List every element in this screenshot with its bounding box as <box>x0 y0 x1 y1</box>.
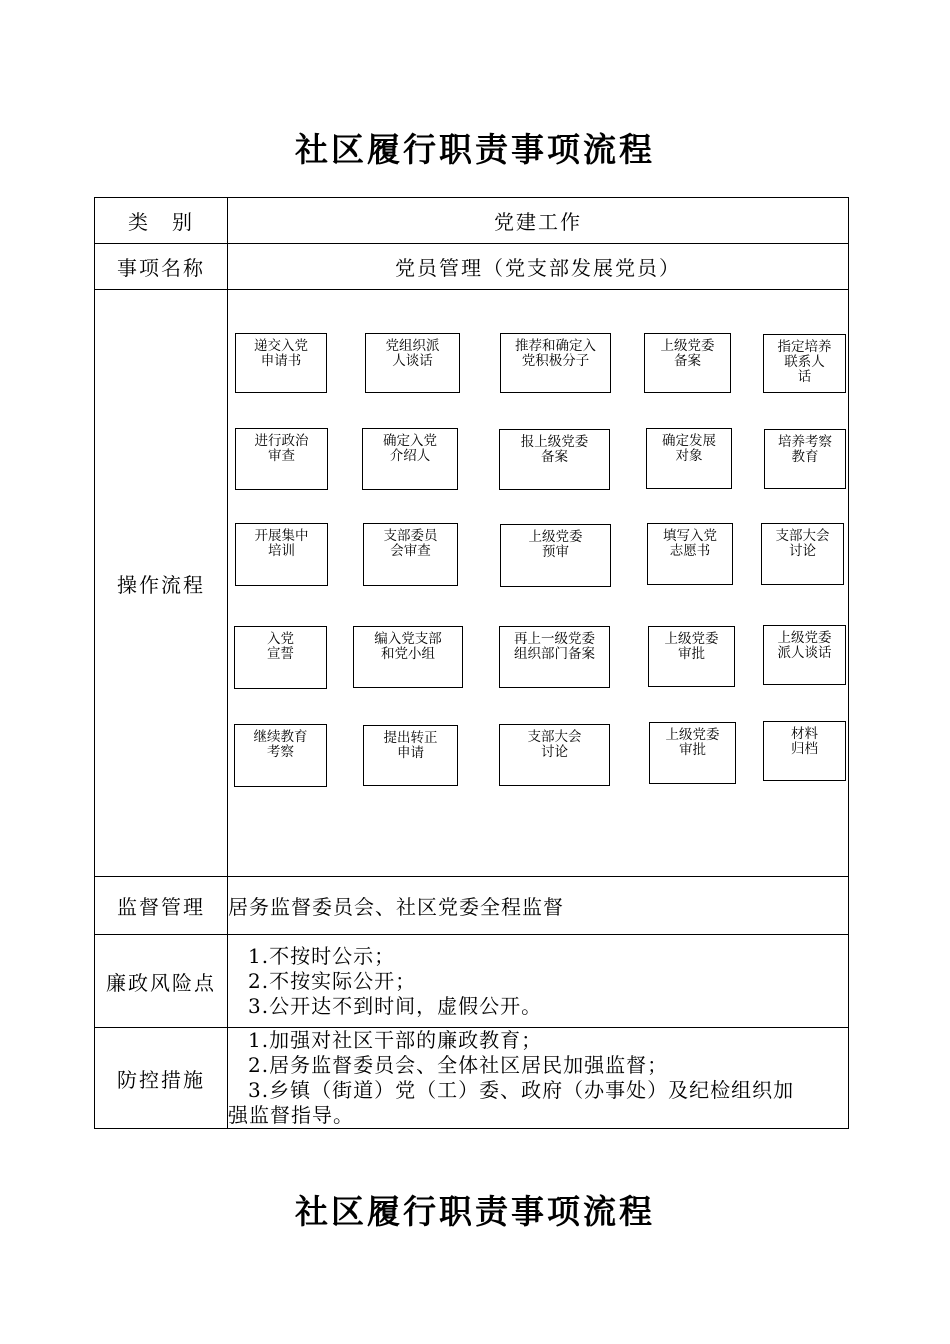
flow-step-box <box>363 523 458 586</box>
risk-label: 廉政风险点 <box>95 935 228 1028</box>
flow-step-box <box>365 333 460 393</box>
flow-step-label: 确定入党 介绍人 <box>383 433 437 463</box>
flow-step-label: 递交入党 申请书 <box>254 338 308 368</box>
control-label: 防控措施 <box>95 1028 228 1129</box>
flow-step-box <box>763 334 846 393</box>
page-title: 社区履行职责事项流程 <box>295 130 655 169</box>
control-list <box>228 1028 849 1129</box>
flow-step-box <box>235 428 328 490</box>
category-value: 党建工作 <box>228 198 849 244</box>
flow-step-box <box>649 722 736 784</box>
control-item: 3.乡镇（街道）党（工）委、政府（办事处）及纪检组织加 <box>248 1078 795 1102</box>
flow-step-box <box>763 625 846 685</box>
risk-item: 1.不按时公示； <box>248 943 396 968</box>
flow-step-box <box>499 626 610 688</box>
flow-step-label: 支部委员 会审查 <box>383 528 438 558</box>
duty-table <box>94 197 849 1129</box>
flow-step-box <box>764 429 846 489</box>
flow-step-label: 党组织派 人谈话 <box>385 338 440 368</box>
flow-step-box <box>363 725 458 786</box>
flow-step-label: 确定发展 对象 <box>662 433 716 463</box>
flow-step-box <box>235 333 327 393</box>
flow-step-label: 开展集中 培训 <box>254 528 309 558</box>
risk-item: 2.不按实际公开； <box>248 968 417 993</box>
flow-step-label: 填写入党 志愿书 <box>663 528 717 558</box>
flow-step-box <box>362 428 458 490</box>
flow-step-label: 上级党委 预审 <box>528 529 583 559</box>
flow-step-box <box>500 524 611 587</box>
risk-list <box>228 935 849 1028</box>
item-name-label: 事项名称 <box>95 244 228 290</box>
flow-cell <box>228 290 849 877</box>
page-title-repeat: 社区履行职责事项流程 <box>295 1192 655 1231</box>
control-item: 2.居务监督委员会、全体社区居民加强监督； <box>248 1053 669 1077</box>
flow-step-box <box>234 724 327 787</box>
flow-step-label: 再上一级党委 组织部门备案 <box>514 631 595 661</box>
flow-step-box <box>235 523 328 586</box>
flow-step-label: 提出转正 申请 <box>383 730 438 760</box>
flow-step-box <box>499 429 610 490</box>
item-name-value: 党员管理（党支部发展党员） <box>228 244 849 290</box>
flow-step-label: 上级党委 备案 <box>660 338 715 368</box>
flow-step-label: 培养考察 教育 <box>778 434 832 464</box>
flow-step-label: 上级党委 审批 <box>665 727 720 757</box>
flow-step-label: 支部大会 讨论 <box>527 729 582 759</box>
control-item: 强监督指导。 <box>228 1103 354 1127</box>
flow-label: 操作流程 <box>95 290 228 877</box>
flow-step-box <box>234 626 327 689</box>
control-item: 1.加强对社区干部的廉政教育； <box>248 1028 543 1052</box>
flow-step-box <box>648 626 735 687</box>
flow-step-box <box>646 428 732 489</box>
flow-step-label: 报上级党委 备案 <box>520 434 589 464</box>
flow-step-label: 进行政治 审查 <box>254 433 309 463</box>
flow-step-label: 支部大会 讨论 <box>775 528 830 558</box>
supervision-value: 居务监督委员会、社区党委全程监督 <box>228 877 849 935</box>
flow-step-label: 入党 宣誓 <box>267 631 294 661</box>
flow-chart <box>228 290 850 876</box>
flow-step-label: 指定培养 联系人 话 <box>777 339 832 384</box>
supervision-label: 监督管理 <box>95 877 228 935</box>
flow-step-box <box>763 721 846 781</box>
flow-step-label: 上级党委 派人谈话 <box>777 630 832 660</box>
risk-item: 3.公开达不到时间，虚假公开。 <box>248 993 543 1018</box>
flow-step-label: 推荐和确定入 党积极分子 <box>515 338 596 368</box>
flow-step-label: 编入党支部 和党小组 <box>374 631 442 661</box>
flow-step-label: 上级党委 审批 <box>664 631 719 661</box>
flow-step-box <box>500 333 611 393</box>
category-label: 类 别 <box>95 198 228 244</box>
flow-step-label: 材料 归档 <box>791 726 818 756</box>
flow-step-box <box>644 333 731 393</box>
flow-step-box <box>761 523 844 585</box>
flow-step-label: 继续教育 考察 <box>253 729 308 759</box>
flow-step-box <box>353 626 463 688</box>
flow-step-box <box>499 724 610 786</box>
flow-step-box <box>647 523 733 585</box>
